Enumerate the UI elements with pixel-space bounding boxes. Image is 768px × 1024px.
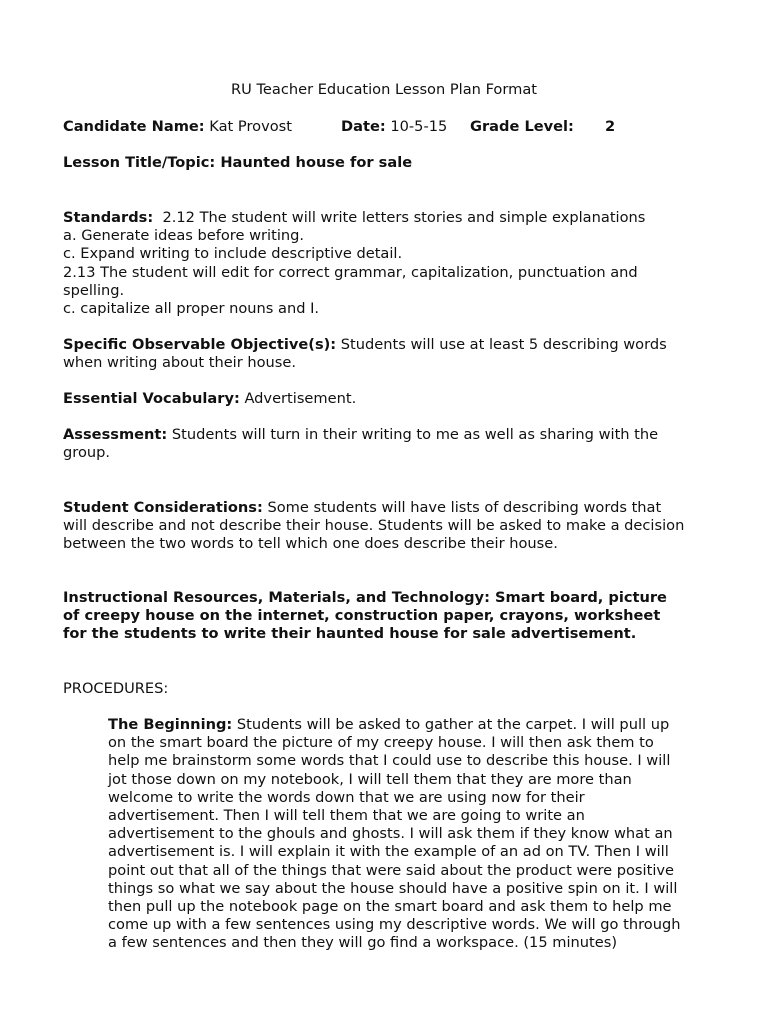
candidate-label: Candidate Name: [63, 118, 205, 135]
vocabulary-value: Advertisement. [244, 390, 357, 407]
date-value: 10-5-15 [390, 118, 448, 135]
beginning-section [108, 716, 708, 953]
resources-section [63, 589, 713, 644]
lesson-title-row [63, 154, 713, 172]
date-field [341, 118, 447, 136]
lesson-title-label: Lesson Title/Topic: [63, 154, 216, 171]
standards-line: a. Generate ideas before writing. [63, 227, 305, 245]
student-considerations-section [63, 499, 713, 554]
assessment-line: group. [63, 444, 111, 462]
assessment-section [63, 426, 713, 462]
resources-line: Instructional Resources, Materials, and Technology: Smart board, picture [63, 589, 667, 606]
beginning-line: then pull up the notebook page on the smart board and ask them to help me [108, 898, 672, 916]
beginning-line: come up with a few sentences using my descriptive words. We will go through [108, 916, 681, 934]
standards-section [63, 209, 713, 318]
beginning-line: welcome to write the words down that we are using now for their [108, 788, 585, 806]
resources-line: of creepy house on the internet, construction paper, crayons, worksheet [63, 607, 661, 625]
beginning-line: advertisement to the ghouls and ghosts. I will ask them if they know what an [108, 825, 673, 843]
assessment-line: Students will turn in their writing to me as well as sharing with the [171, 426, 659, 443]
beginning-line: advertisement. Then I will tell them that we are going to write an [108, 807, 585, 825]
resources-line: for the students to write their haunted house for sale advertisement. [63, 625, 637, 643]
standards-line: c. Expand writing to include descriptive detail. [63, 245, 403, 263]
beginning-line: advertisement is. I will explain it with the example of an ad on TV. Then I will [108, 843, 669, 861]
vocabulary-label: Essential Vocabulary: [63, 390, 240, 407]
beginning-line: jot those down on my notebook, I will tell them that they are more than [108, 770, 632, 788]
date-label: Date: [341, 118, 386, 135]
standards-line: c. capitalize all proper nouns and I. [63, 300, 320, 318]
standards-label: Standards: [63, 209, 154, 226]
student-considerations-line: will describe and not describe their house. Students will be asked to make a decision [63, 517, 685, 535]
beginning-line: on the smart board the picture of my creepy house. I will then ask them to [108, 734, 654, 752]
document-title: RU Teacher Education Lesson Plan Format [231, 81, 537, 98]
beginning-line: help me brainstorm some words that I could use to describe this house. I will [108, 752, 671, 770]
standards-line: spelling. [63, 281, 125, 299]
objective-label: Specific Observable Objective(s): [63, 336, 337, 353]
standards-first-line: 2.12 The student will write letters stories and simple explanations [162, 209, 646, 226]
objective-line: Students will use at least 5 describing words [340, 336, 667, 353]
student-considerations-label: Student Considerations: [63, 499, 263, 516]
beginning-line: a few sentences and then they will go find a workspace. (15 minutes) [108, 934, 618, 952]
grade-value: 2 [605, 118, 616, 135]
beginning-line: things so what we say about the house should have a positive spin on it. I will [108, 879, 678, 897]
grade-label: Grade Level: [470, 118, 574, 135]
procedures-heading: PROCEDURES: [63, 680, 169, 697]
beginning-line: point out that all of the things that were said about the product were positive [108, 861, 674, 879]
assessment-label: Assessment: [63, 426, 168, 443]
lesson-title-value: Haunted house for sale [220, 154, 413, 171]
student-considerations-line: Some students will have lists of describing words that [267, 499, 662, 516]
student-considerations-line: between the two words to tell which one does describe their house. [63, 535, 558, 553]
objective-section [63, 336, 713, 372]
objective-line: when writing about their house. [63, 354, 297, 372]
beginning-label: The Beginning: [108, 716, 233, 733]
standards-line: 2.13 The student will edit for correct grammar, capitalization, punctuation and [63, 263, 638, 281]
beginning-line: Students will be asked to gather at the carpet. I will pull up [236, 716, 670, 733]
grade-field [470, 118, 574, 136]
candidate-value: Kat Provost [209, 118, 292, 135]
vocabulary-section [63, 390, 713, 408]
